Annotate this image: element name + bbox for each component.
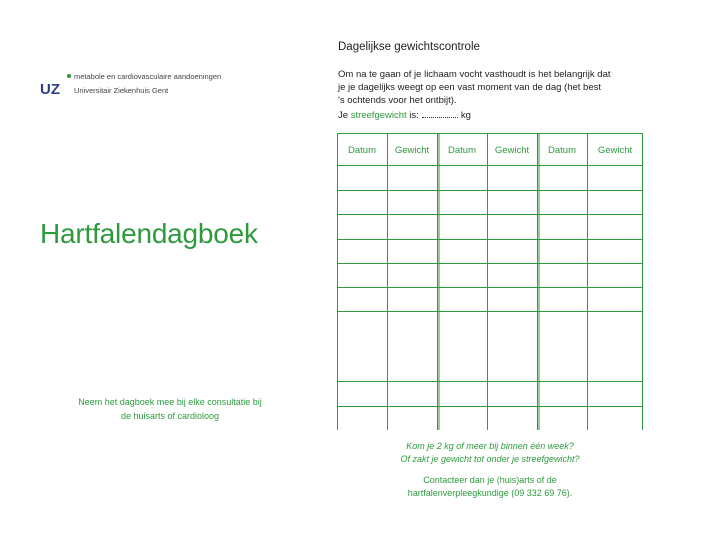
target-keyword: streefgewicht bbox=[350, 110, 407, 121]
table-header-gewicht: Gewicht bbox=[394, 145, 430, 156]
target-suffix: is: bbox=[406, 110, 419, 121]
warning-line-2: Of zakt je gewicht tot onder je streefgewicht? bbox=[400, 454, 580, 464]
org-department: metabole en cardiovasculaire aandoeningen bbox=[74, 72, 222, 81]
cover-note-line-1: Neem het dagboek mee bij elke consultatie bij bbox=[78, 397, 262, 407]
cover-note-line-2: de huisarts of cardioloog bbox=[120, 411, 220, 421]
table-header-gewicht: Gewicht bbox=[597, 145, 633, 156]
contact-line-2: hartfalenverpleegkundige (09 332 69 76). bbox=[407, 488, 573, 498]
contact-line-1: Contacteer dan je (huis)arts of de bbox=[423, 475, 557, 485]
uz-logo bbox=[40, 80, 68, 96]
target-prefix: Je bbox=[338, 110, 351, 121]
table-header-gewicht: Gewicht bbox=[494, 145, 530, 156]
warning-line-1: Kom je 2 kg of meer bij binnen één week? bbox=[406, 441, 574, 451]
org-dot-icon bbox=[67, 74, 71, 78]
target-unit: kg bbox=[460, 110, 471, 121]
intro-line-3: 's ochtends voor het ontbijt). bbox=[338, 95, 457, 106]
intro-line-1: Om na te gaan of je lichaam vocht vasthoudt is het belangrijk dat bbox=[338, 69, 611, 80]
cover-title: Hartfalendagboek bbox=[40, 218, 258, 249]
org-hospital-name: Universitair Ziekenhuis Gent bbox=[74, 86, 169, 95]
table-header-datum: Datum bbox=[548, 145, 576, 156]
target-weight-line bbox=[338, 110, 471, 121]
table-header-datum: Datum bbox=[348, 145, 376, 156]
uz-logo-text: UZ bbox=[40, 81, 60, 96]
page-title: Dagelijkse gewichtscontrole bbox=[338, 41, 480, 53]
intro-line-2: je je dagelijks weegt op een vast moment van de dag (het best bbox=[338, 82, 601, 93]
target-weight-blank[interactable] bbox=[422, 117, 458, 118]
weight-table bbox=[337, 133, 643, 430]
table-header-datum: Datum bbox=[448, 145, 476, 156]
